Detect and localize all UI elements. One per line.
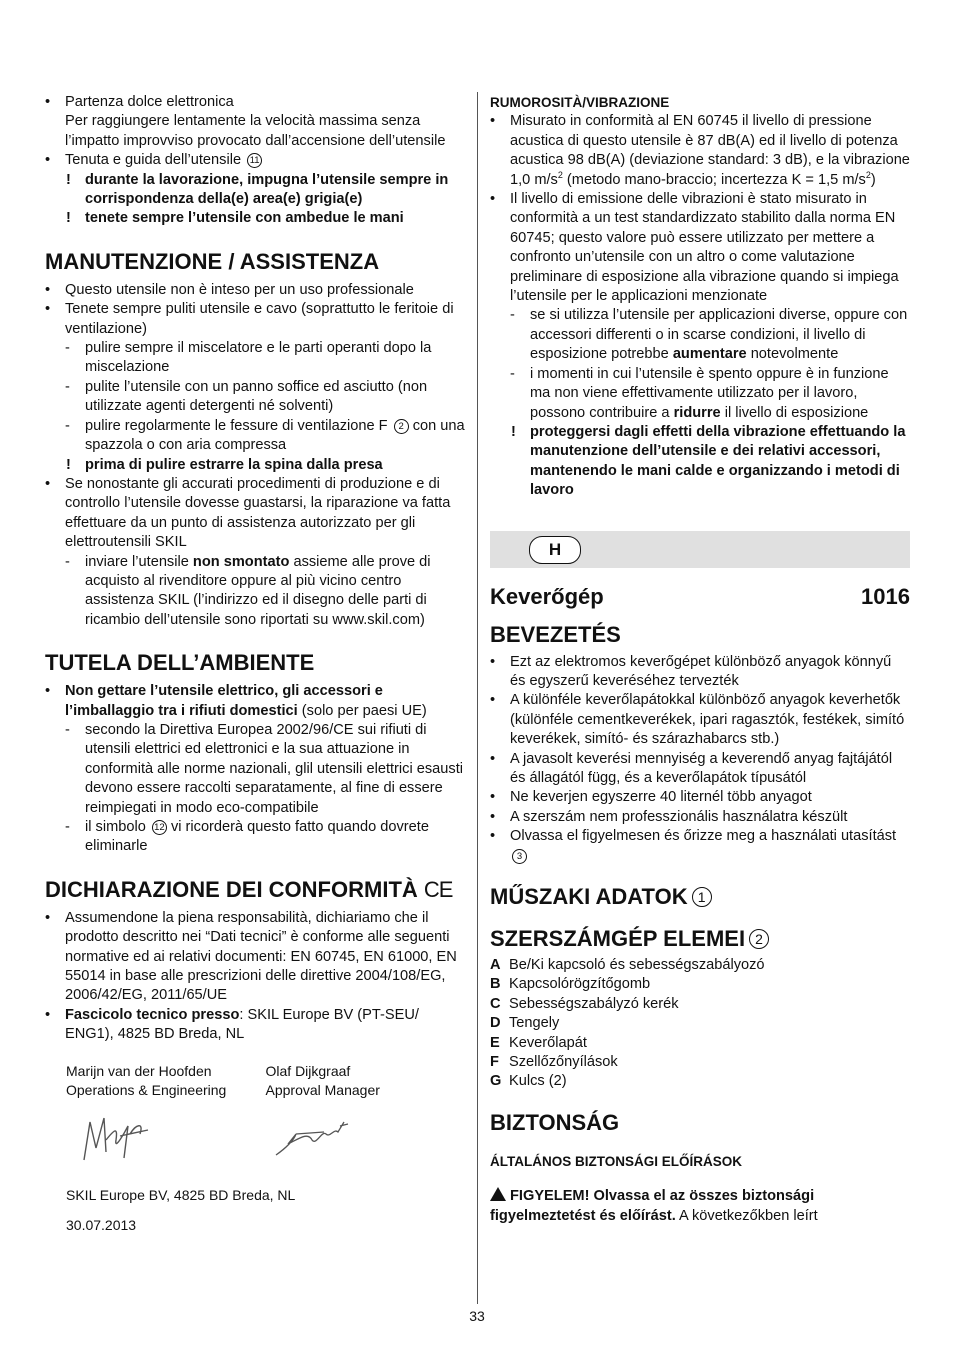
warning-note: ! proteggersi dagli effetti della vibrazione effettuando la manutenzione dell’utensile e dei relativi accessori, mantenendo le mani calde e organizzando i metodi di lavoro: [490, 423, 910, 501]
section-heading-noise: RUMOROSITÀ/VIBRAZIONE: [490, 95, 670, 110]
list-item: B Kapcsolórögzítőgomb: [490, 976, 651, 993]
list-item: • Ezt az elektromos keverőgépet különböző anyagok könnyű és egyszerű keveréséhez tervezték: [490, 653, 910, 692]
list-item: • Tenete sempre puliti utensile e cavo (soprattutto le feritoie di ventilazione): [45, 300, 465, 339]
dash-item: - se si utilizza l’utensile per applicazioni diverse, oppure con accessori differenti o in scarse condizioni, il livello di esposizione potrebbe aumentare notevolmente: [490, 306, 910, 364]
list-item: • Partenza dolce elettronica Per raggiungere lentamente la velocità massima senza l’impatto improvviso provocato dall’accensione dell’utensile: [45, 93, 465, 151]
figure-ref: 2: [394, 419, 409, 434]
figure-ref: 11: [247, 153, 262, 168]
column-divider: [477, 92, 478, 1304]
figure-ref: 1: [692, 887, 712, 907]
declaration-date: 30.07.2013: [66, 1216, 137, 1233]
list-item: • A szerszám nem professzionális használatra készült: [490, 808, 910, 827]
list-item: F Szellőzőnyílások: [490, 1054, 618, 1071]
list-item: • Ne keverjen egyszerre 40 liternél több anyagot: [490, 788, 910, 807]
warning-triangle-icon: [490, 1187, 506, 1201]
safety-warning: FIGYELEM! Olvassa el az összes biztonsági figyelmeztetést és előírást. A következőkben leírt: [490, 1188, 818, 1224]
signatory: Olaf Dijkgraaf Approval Manager: [265, 1062, 380, 1099]
page-number: 33: [469, 1308, 485, 1324]
top-bullet-list: [45, 93, 465, 171]
list-item: • Olvassa el figyelmesen és őrizze meg a használati utasítást 3: [490, 827, 910, 866]
parts-list: [490, 956, 910, 1092]
list-item: • Questo utensile non è inteso per un uso professionale: [45, 281, 465, 300]
safety-subheading: ÁLTALÁNOS BIZTONSÁGI ELŐÍRÁSOK: [490, 1153, 742, 1169]
product-name: Keverőgép: [490, 583, 604, 609]
list-item: • Se nonostante gli accurati procedimenti di produzione e di controllo l’utensile dovesse guastarsi, la riparazione va fatta effettuare da un punto di assistenza autorizzato per gli elettroutensili SKIL: [45, 475, 465, 553]
language-code-badge: H: [529, 536, 581, 564]
company-address: SKIL Europe BV, 4825 BD Breda, NL: [66, 1187, 296, 1204]
dash-item: - il simbolo 12 vi ricorderà questo fatto quando dovrete eliminarle: [45, 818, 465, 857]
handwritten-signature-icon: [266, 1100, 356, 1170]
list-item: D Tengely: [490, 1015, 560, 1032]
language-bar: [490, 531, 910, 568]
list-item: • Assumendone la piena responsabilità, dichiariamo che il prodotto descritto nei “Dati tecnici” è conforme alle seguenti normative ed ai relativi documenti: EN 60745, EN 61000, EN 55014 in base alle prescrizioni delle direttive 2004/108/EG, 2006/42/EG, 2011/65/UE: [45, 909, 465, 1006]
signature-images: [66, 1100, 465, 1178]
dash-item: - inviare l’utensile non smontato assieme alle prove di acquisto al rivenditore oppure al più vicino centro assistenza SKIL (l’indirizzo ed il disegno delle parti di ricambio dell’utensile sono riportati su www.skil.com): [45, 553, 465, 631]
section-heading-safety: BIZTONSÁG: [490, 1109, 620, 1135]
list-item: G Kulcs (2): [490, 1073, 567, 1090]
warning-note: ! prima di pulire estrarre la spina dalla presa: [45, 456, 465, 475]
list-item: • Non gettare l’utensile elettrico, gli accessori e l’imballaggio tra i rifiuti domestici (solo per paesi UE): [45, 682, 465, 721]
figure-ref: 12: [152, 820, 167, 835]
ce-mark-icon: CE: [423, 876, 453, 902]
list-item: • Fascicolo tecnico presso: SKIL Europe BV (PT-SEU/ ENG1), 4825 BD Breda, NL: [45, 1006, 465, 1045]
warning-note: ! durante la lavorazione, impugna l’utensile sempre in corrispondenza della(e) area(e) grigia(e): [45, 171, 465, 210]
figure-ref: 3: [512, 849, 527, 864]
maintenance-list: [45, 281, 465, 339]
list-item: • A különféle keverőlapátokkal különböző anyagok keverhetők (különféle cementkeverékek, ipari ragasztók, festékek, simító keverékek, simító- és szárazhabarcs stb.): [490, 691, 910, 749]
list-item: • Misurato in conformità al EN 60745 il livello di pressione acustica di questo utensile è 87 dB(A) ed il livello di potenza acustica 98 dB(A) (deviazione standard: 3 dB), e la vibrazione 1,0 $m/s^2$ (metodo mano-braccio; incertezza K = 1,5 $m/s^2$): [490, 112, 910, 190]
dash-item: - pulire regolarmente le fessure di ventilazione F 2 con una spazzola o con aria compressa: [45, 417, 465, 456]
handwritten-signature-icon: [66, 1100, 156, 1170]
list-item: C Sebességszabályzó kerék: [490, 995, 679, 1012]
product-number: 1016: [861, 583, 910, 609]
list-item: E Keverőlapát: [490, 1034, 587, 1051]
dash-item: - i momenti in cui l’utensile è spento oppure è in funzione ma non viene effettivamente utilizzato per il lavoro, possono contribuire a ridurre il livello di esposizione: [490, 365, 910, 423]
dash-item: - pulite l’utensile con un panno soffice ed asciutto (non utilizzate agenti detergenti né solventi): [45, 378, 465, 417]
section-heading-environment: TUTELA DELL’AMBIENTE: [45, 650, 315, 676]
dash-item: - secondo la Direttiva Europea 2002/96/CE sui rifiuti di utensili elettrici ed elettronici e la sua attuazione in conformità alle norme nazionali, glil utensili elettrici esausti devono essere raccolti separatamente, al fine di essere reimpiegati in modo eco-compatibile: [45, 721, 465, 818]
list-item: A Be/Ki kapcsoló és sebességszabályozó: [490, 957, 765, 973]
section-heading-parts: SZERSZÁMGÉP ELEMEI 2: [490, 926, 910, 952]
dash-item: - pulire sempre il miscelatore e le parti operanti dopo la miscelazione: [45, 339, 465, 378]
list-item: • Tenuta e guida dell’utensile 11: [45, 151, 465, 170]
warning-note: ! tenete sempre l’utensile con ambedue le mani: [45, 209, 465, 228]
signatories: [66, 1062, 465, 1101]
section-heading-intro: BEVEZETÉS: [490, 621, 621, 647]
intro-list: [490, 653, 910, 866]
section-heading-conformity: DICHIARAZIONE DEI CONFORMITÀ CE: [45, 876, 453, 902]
list-item: • A javasolt keverési mennyiség a keverendő anyag fajtájától és állagától függ, és a keverőlapátok típusától: [490, 750, 910, 789]
list-item: • Il livello di emissione delle vibrazioni è stato misurato in conformità a un test standardizzato stabilito dalla norma EN 60745; questo valore può essere utilizzato per mettere a confronto un’utensile con un altro o come valutazione preliminare di esposizione alla vibrazione quando si impiega l’utensile per le applicazioni menzionate: [490, 190, 910, 306]
right-column: [490, 93, 910, 1226]
section-heading-tech-data: MŰSZAKI ADATOK 1: [490, 884, 910, 910]
product-title: [490, 584, 910, 610]
section-heading-maintenance: MANUTENZIONE / ASSISTENZA: [45, 248, 380, 274]
figure-ref: 2: [749, 929, 769, 949]
signatory: Marijn van der Hoofden Operations & Engineering: [66, 1062, 227, 1099]
left-column: [45, 93, 465, 1235]
